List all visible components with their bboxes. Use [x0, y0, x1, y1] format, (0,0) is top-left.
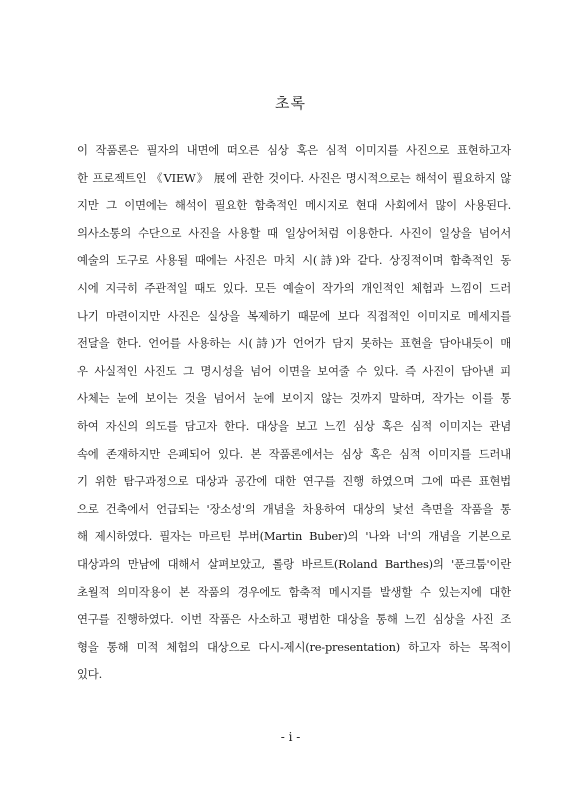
abstract-body — [77, 137, 511, 689]
abstract-line: 지만 그 이면에는 해석이 필요한 함축적인 메시지로 현대 사회에서 많이 사용된다. — [77, 198, 511, 213]
abstract-line: 형을 통해 미적 체험의 대상으로 다시-제시(re-presentation) 하고자 하는 목적이 — [77, 639, 511, 654]
abstract-line: 있다. — [77, 667, 103, 682]
abstract-line: 이 작품론은 필자의 내면에 떠오른 심상 혹은 심적 이미지를 사진으로 표현하고자 — [77, 143, 511, 157]
abstract-line: 예술의 도구로 사용될 때에는 사진은 마치 시(詩)와 같다. 상징적이며 함축적인 동 — [77, 253, 511, 268]
abstract-line: 나기 마련이지만 사진은 실상을 복제하기 때문에 보다 직접적인 이미지로 메세지를 — [77, 308, 511, 323]
page-title: 초록 — [275, 94, 306, 112]
abstract-line: 의사소통의 수단으로 사진을 사용할 때 일상어처럼 이용한다. 사진이 일상을 넘어서 — [77, 225, 511, 240]
abstract-line: 연구를 진행하였다. 이번 작품은 사소하고 평범한 대상을 통해 느낀 심상을 사진 조 — [77, 612, 511, 627]
abstract-line: 시에 지극히 주관적일 때도 있다. 모든 예술이 작가의 개인적인 체험과 느낌이 드러 — [77, 280, 511, 295]
abstract-line: 하여 자신의 의도를 담고자 한다. 대상을 보고 느낀 심상 혹은 심적 이미지는 관념 — [77, 418, 511, 433]
abstract-line: 우 사실적인 사진도 그 명시성을 넘어 이면을 보여줄 수 있다. 즉 사진이 담아낸 피 — [77, 363, 511, 378]
abstract-line: 속에 존재하지만 은폐되어 있다. 본 작품론에서는 심상 혹은 심적 이미지를 드러내 — [77, 446, 511, 461]
abstract-line: 해 제시하였다. 필자는 마르틴 부버(Martin Buber)의 '나와 너'의 개념을 기본으로 — [77, 529, 511, 544]
abstract-line: 기 위한 탐구과정으로 대상과 공간에 대한 연구를 진행 하였으며 그에 따른 표현법 — [77, 474, 511, 489]
page-number: - i - — [280, 730, 301, 744]
abstract-line: 사체는 눈에 보이는 것을 넘어서 눈에 보이지 않는 것까지 말하며, 작가는 이를 통 — [77, 391, 511, 406]
abstract-line: 한 프로젝트인 《VIEW》 展에 관한 것이다. 사진은 명시적으로는 해석이 필요하지 않 — [77, 170, 511, 185]
abstract-line: 으로 건축에서 언급되는 '장소성'의 개념을 차용하여 대상의 낯선 측면을 작품을 통 — [77, 501, 511, 516]
abstract-line: 전달을 한다. 언어를 사용하는 시(詩)가 언어가 담지 못하는 표현을 담아내듯이 매 — [77, 336, 511, 351]
abstract-line: 초월적 의미작용이 본 작품의 경우에도 함축적 메시지를 발생할 수 있는지에 대한 — [77, 584, 511, 599]
abstract-line: 대상과의 만남에 대해서 살펴보았고, 롤랑 바르트(Roland Barthes)의 '푼크툼'이란 — [77, 556, 511, 571]
